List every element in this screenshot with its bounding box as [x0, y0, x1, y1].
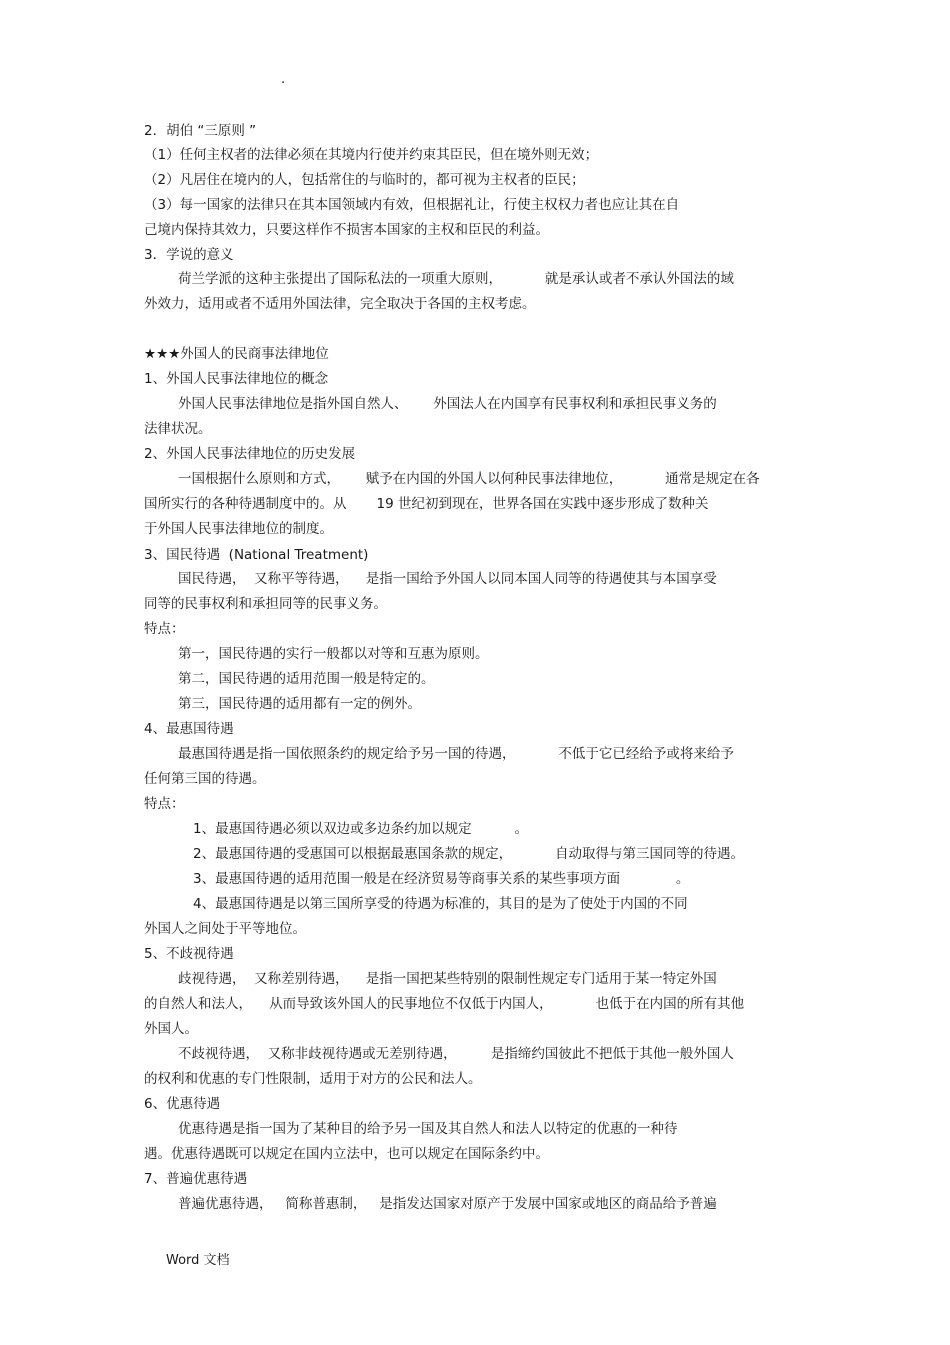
- paragraph-line: 同等的民事权利和承担同等的民事义务。: [144, 596, 387, 612]
- paragraph-line: 遇。优惠待遇既可以规定在国内立法中，也可以规定在国际条约中。: [144, 1146, 549, 1162]
- section-heading: 2、外国人民事法律地位的历史发展: [144, 446, 356, 462]
- paragraph-line: 国民待遇， 又称平等待遇， 是指一国给予外国人以同本国人同等的待遇使其与本国享受: [178, 571, 717, 587]
- list-item: 4、最惠国待遇是以第三国所享受的待遇为标准的，其目的是为了使处于内国的不同: [193, 896, 688, 912]
- header-mark: .: [281, 72, 286, 87]
- section-heading: 4、最惠国待遇: [144, 721, 234, 737]
- list-item: 第二，国民待遇的适用范围一般是特定的。: [178, 671, 435, 687]
- paragraph-line: 最惠国待遇是指一国依照条约的规定给予另一国的待遇， 不低于它已经给予或将来给予: [178, 746, 734, 762]
- list-item: 3、最惠国待遇的适用范围一般是在经济贸易等商事关系的某些事项方面 。: [193, 871, 690, 887]
- paragraph-line: 优惠待遇是指一国为了某种目的给予另一国及其自然人和法人以特定的优惠的一种待: [178, 1121, 678, 1137]
- paragraph-line: 国所实行的各种待遇制度中的。从 19 世纪初到现在，世界各国在实践中逐步形成了数种关: [144, 496, 709, 512]
- paragraph-line: 法律状况。: [144, 421, 212, 437]
- label-features: 特点：: [144, 621, 185, 637]
- paragraph-line: 荷兰学派的这种主张提出了国际私法的一项重大原则， 就是承认或者不承认外国法的域: [178, 271, 734, 287]
- section-heading: 3、国民待遇 (National Treatment): [144, 547, 369, 563]
- footer-label: Word 文档: [166, 1253, 230, 1268]
- label-features: 特点：: [144, 796, 185, 812]
- paragraph-line: 不歧视待遇， 又称非歧视待遇或无差别待遇， 是指缔约国彼此不把低于其他一般外国人: [178, 1046, 734, 1062]
- list-item: 第一，国民待遇的实行一般都以对等和互惠为原则。: [178, 646, 489, 662]
- paragraph-line: 的权利和优惠的专门性限制，适用于对方的公民和法人。: [144, 1071, 482, 1087]
- paragraph-line: 外国人民事法律地位是指外国自然人、 外国法人在内国享有民事权利和承担民事义务的: [178, 396, 717, 412]
- paragraph-line: 歧视待遇， 又称差别待遇， 是指一国把某些特别的限制性规定专门适用于某一特定外国: [178, 971, 717, 987]
- paragraph-line: 任何第三国的待遇。: [144, 771, 266, 787]
- list-item: 第三，国民待遇的适用都有一定的例外。: [178, 696, 421, 712]
- paragraph-line: （2）凡居住在境内的人，包括常住的与临时的，都可视为主权者的臣民；: [144, 172, 585, 188]
- paragraph-line: （3）每一国家的法律只在其本国领域内有效，但根据礼让，行使主权权力者也应让其在自: [144, 197, 680, 213]
- chapter-heading: ★★★外国人的民商事法律地位: [144, 346, 329, 362]
- list-item: 1、最惠国待遇必须以双边或多边条约加以规定 。: [193, 821, 529, 837]
- paragraph-line: 的自然人和法人， 从而导致该外国人的民事地位不仅低于内国人， 也低于在内国的所有其他: [144, 996, 745, 1012]
- section-heading: 5、不歧视待遇: [144, 946, 234, 962]
- paragraph-line: 一国根据什么原则和方式， 赋予在内国的外国人以何种民事法律地位， 通常是规定在各: [178, 471, 760, 487]
- section-heading: 7、普遍优惠待遇: [144, 1171, 248, 1187]
- paragraph-line: 外国人之间处于平等地位。: [144, 921, 306, 937]
- paragraph-line: 外国人。: [144, 1021, 198, 1037]
- paragraph-line: 普遍优惠待遇， 简称普惠制， 是指发达国家对原产于发展中国家或地区的商品给予普遍: [178, 1196, 717, 1212]
- paragraph-line: 于外国人民事法律地位的制度。: [144, 521, 333, 537]
- list-item: 2、最惠国待遇的受惠国可以根据最惠国条款的规定， 自动取得与第三国同等的待遇。: [193, 846, 745, 862]
- section-heading: 3．学说的意义: [144, 247, 234, 263]
- heading-huber-principles: 2．胡伯 “三原则 ”: [144, 123, 257, 139]
- paragraph-line: （1）任何主权者的法律必须在其境内行使并约束其臣民，但在境外则无效；: [144, 147, 599, 163]
- paragraph-line: 己境内保持其效力，只要这样作不损害本国家的主权和臣民的利益。: [144, 222, 549, 238]
- section-heading: 1、外国人民事法律地位的概念: [144, 371, 329, 387]
- paragraph-line: 外效力，适用或者不适用外国法律，完全取决于各国的主权考虑。: [144, 296, 536, 312]
- section-heading: 6、优惠待遇: [144, 1096, 221, 1112]
